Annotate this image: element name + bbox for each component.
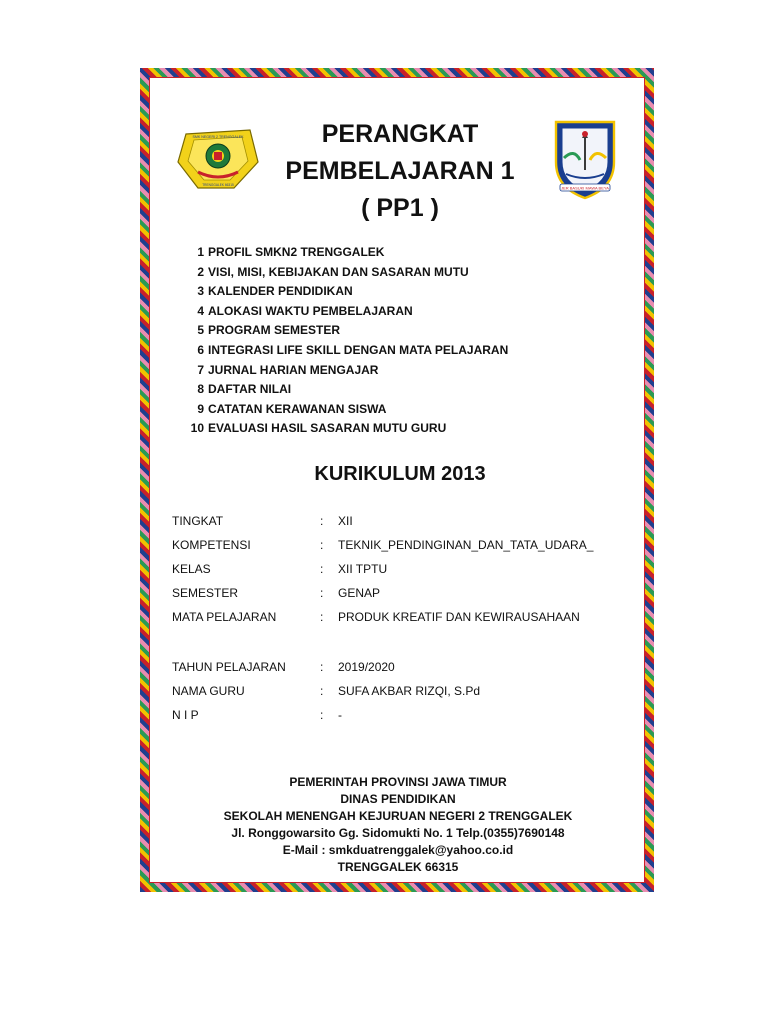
info-value: TEKNIK_PENDINGINAN_DAN_TATA_UDARA_ [338,538,594,552]
toc-number: 2 [197,264,204,279]
toc-number: 7 [197,362,204,377]
curriculum-heading: KURIKULUM 2013 [314,463,486,485]
school-emblem-icon [176,128,260,190]
toc-item [180,263,508,283]
info-label: N I P [172,708,199,722]
info-value: XII [338,514,353,528]
info-separator: : [320,586,324,600]
footer-email: E-Mail : smkduatrenggalek@yahoo.co.id [282,843,514,857]
toc-label: INTEGRASI LIFE SKILL DENGAN MATA PELAJARAN [208,342,509,357]
toc-item [180,361,508,381]
toc-number: 9 [197,401,204,416]
toc-item [180,321,508,341]
info-row [172,679,593,703]
toc-number: 4 [197,303,204,318]
info-separator: : [320,514,324,528]
info-row [172,605,593,629]
toc-number: 3 [197,284,204,299]
info-row [172,533,593,557]
toc-label: PROGRAM SEMESTER [208,323,341,338]
info-row [172,655,593,679]
svg-text:TRENGGALEK 66315: TRENGGALEK 66315 [202,183,234,187]
toc-item [180,380,508,400]
toc-item [180,243,508,263]
info-spacer [172,629,593,655]
toc-label: EVALUASI HASIL SASARAN MUTU GURU [208,421,447,436]
info-value: XII TPTU [338,562,388,576]
institution-footer [160,774,636,876]
toc-label: VISI, MISI, KEBIJAKAN DAN SASARAN MUTU [208,264,469,279]
svg-text:JER BASUKI MAWA BEYA: JER BASUKI MAWA BEYA [561,185,609,191]
toc-label: CATATAN KERAWANAN SISWA [208,401,387,416]
info-separator: : [320,538,324,552]
info-label: NAMA GURU [172,684,245,698]
info-row [172,703,593,727]
info-value: PRODUK KREATIF DAN KEWIRAUSAHAAN [338,610,580,624]
toc-label: JURNAL HARIAN MENGAJAR [208,362,379,377]
toc-item [180,419,508,439]
info-separator: : [320,610,324,624]
info-value: SUFA AKBAR RIZQI, S.Pd [338,684,481,698]
info-row [172,581,593,605]
info-label: SEMESTER [172,586,239,600]
page-title [250,116,550,227]
toc-label: DAFTAR NILAI [208,382,292,397]
info-label: KELAS [172,562,211,576]
east-java-province-emblem-icon [550,118,620,200]
footer-line: SEKOLAH MENENGAH KEJURUAN NEGERI 2 TRENGGALEK [223,809,573,823]
footer-line: DINAS PENDIDIKAN [340,792,456,806]
toc-number: 10 [190,421,204,436]
info-row [172,557,593,581]
toc-item [180,341,508,361]
info-table [172,509,593,727]
toc-number: 8 [197,382,204,397]
toc-item [180,302,508,322]
toc-label: ALOKASI WAKTU PEMBELAJARAN [208,303,413,318]
info-separator: : [320,708,324,722]
info-separator: : [320,660,324,674]
footer-address: Jl. Ronggowarsito Gg. Sidomukti No. 1 Telp.(0355)7690148 [231,826,565,840]
svg-text:SMK NEGERI 2 TRENGGALEK: SMK NEGERI 2 TRENGGALEK [192,135,244,139]
toc-item [180,282,508,302]
footer-line: PEMERINTAH PROVINSI JAWA TIMUR [289,775,507,789]
info-value: - [338,708,342,722]
title-line-2: PEMBELAJARAN 1 [285,157,515,185]
info-separator: : [320,562,324,576]
toc-number: 5 [197,323,204,338]
info-label: TINGKAT [172,514,224,528]
info-separator: : [320,684,324,698]
toc-number: 6 [197,342,204,357]
title-line-3: ( PP1 ) [361,194,439,222]
info-value: 2019/2020 [338,660,395,674]
info-value: GENAP [338,586,381,600]
title-line-1: PERANGKAT [321,120,479,148]
footer-line: TRENGGALEK 66315 [337,860,459,874]
table-of-contents [180,243,508,439]
toc-item [180,400,508,420]
toc-label: KALENDER PENDIDIKAN [208,284,353,299]
toc-label: PROFIL SMKN2 TRENGGALEK [208,245,385,259]
info-row [172,509,593,533]
info-label: KOMPETENSI [172,538,251,552]
info-label: MATA PELAJARAN [172,610,277,624]
info-label: TAHUN PELAJARAN [172,660,286,674]
toc-number: 1 [197,245,204,259]
